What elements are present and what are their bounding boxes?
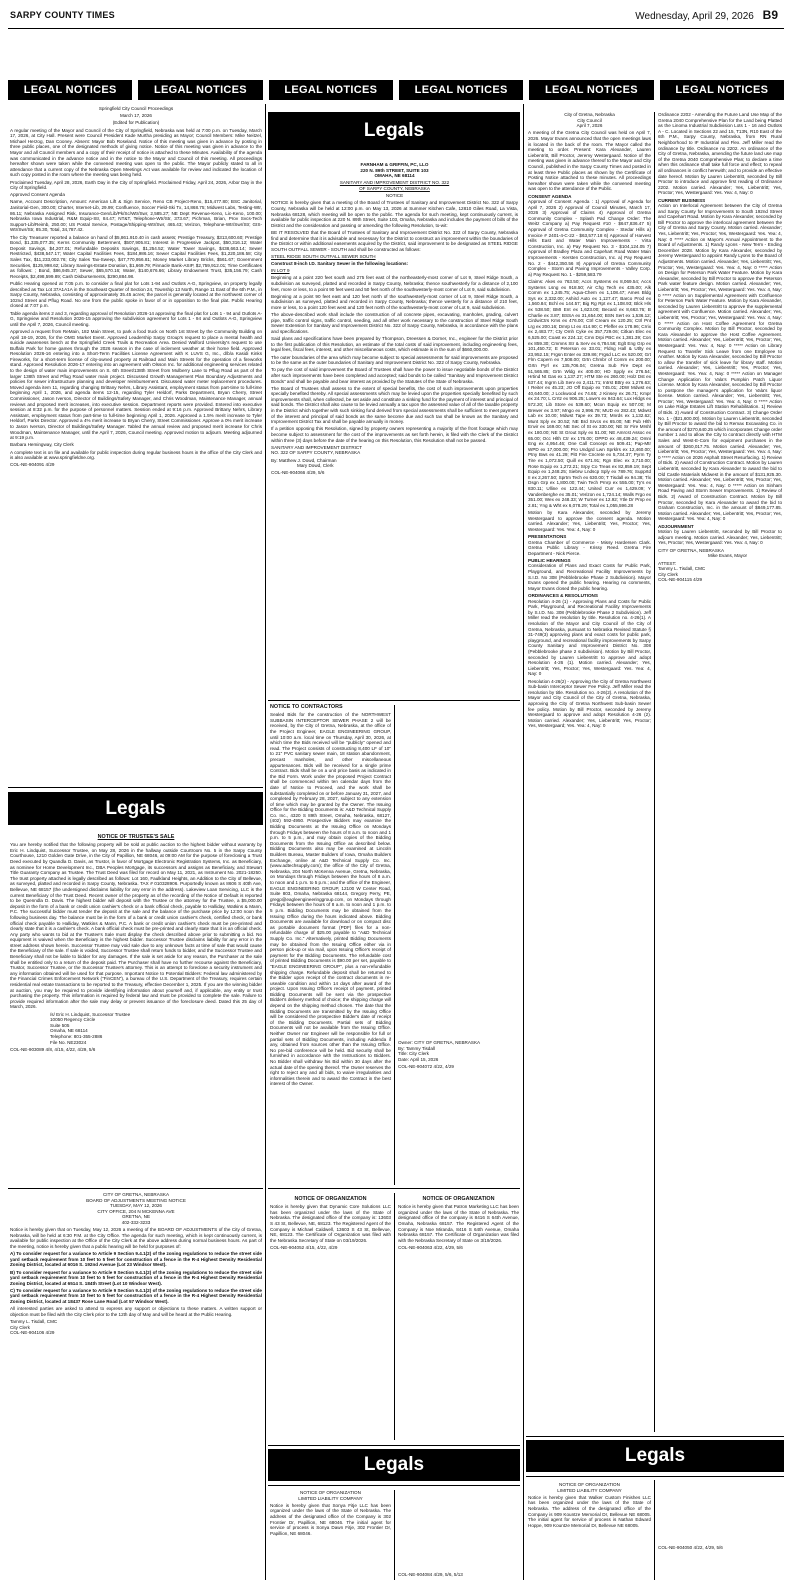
signature-line: SANITARY AND IMPROVEMENT DISTRICT bbox=[271, 444, 363, 450]
signature-line: Date: April 15, 2026 bbox=[398, 1056, 439, 1062]
notice-title: Springfield City Council Proceedings bbox=[98, 106, 174, 111]
signature-line: /s/ Eric H. Lindquist, Successor Trustee bbox=[50, 1011, 131, 1017]
section-rule bbox=[526, 1436, 784, 1437]
presentations-list: Gretna Chamber of Commerce - Missy Hardersen Clark. Gretna Public Library - Krissy Reed. Gretna Fire Department - Nick Pierce. bbox=[528, 539, 651, 556]
notice-heading: TUESDAY, MAY 12, 2026 bbox=[109, 1203, 162, 1209]
consent-agenda-items: Approval of Consent Agenda : 1) Approval of Agenda for April 7, 2026 2) Approval of Council Minutes, March 17, 2026 3) Approval of Claims 4) Approval of Gretna Community Complex - Splash Pad Change Order: The Weitz Company a) Pay Request #10 - $647,836.47 5) Approval of Gretna Community Complex - Stedar Hills a) Invoice # 2401-4-C-22 - $63,577.18 6) Approval of Harvest Hills East and Water Main Improvements - Virta Construction, Inc. a) Pay Request No. 3 - $104,124.05 7) Approval of Bradley Plaza and Capehart Road Water Main Improvements - Kersten Construction, Inc. a) Pay Request No. 2 - $442,350.56 8) Approval of Gretna Community Complex - Storm and Paving Improvements - Valley Corp. a) Pay Request No. 1 - $259,583.79 bbox=[528, 199, 651, 277]
column-rule bbox=[394, 705, 395, 1185]
signature-line: NO. 322 OF SARPY COUNTY, NEBRASKA bbox=[271, 450, 361, 456]
notice-body: Said plans and specifications have been prepared by Thompson, Dreessen & Dorner, Inc., engineer for the District prior to the first publication of this Resolution, an estimate of the total costs of said improvement, including engineering fees, legal fees, fiscal fees, interest, and other miscellaneous costs, which estimate is in the sum of $660,000.00. bbox=[271, 336, 518, 353]
signature-line: City Clerk bbox=[658, 571, 678, 577]
notice-items: Approved a request from ReMain, 182 Main Street, to park a food truck on North 1st Street by the Community Building on April 18-19, 2026, for the OMG Market Event. Approved Leadership Sarpy Group's request to place a mental health and suicide awareness bench at the Springfield Creek Trails & Recreation Area. Denied Walford University's request to use Buffalo Park for home games through the 2026 season in the case of inclement weather at their home field. Approved Resolution 2026-16 entering into a Short-Term Facilities License Agreement with K LUVS G, Inc., d/b/a Kasidi Kinks Fireworks, for a short-term license of city-owned property at Railroad and Main Streets for the operation of a fireworks stand. Approved Resolution 2026-17 entering into an agreement with Olsson Inc. for additional engineering services related to the design of water main improvements on S. 6th Street/138th Street from Mulberry Lane to Pflug Road as part of the larger 138th Street and Pflug Road water main project. Discussed Growth Management Plan Boundary Adjustments and policies for sewer infrastructure planning and developer reimbursement. Discussed water meter replacement procedures. Moved agenda item 11, regarding changing Brittany Nehrs, Library Assistant, employment status from part-time to full-time beginning April 1, 2026, and agenda items 12-15, regarding Tyler Heldorf, Parks Department, Bryan Cherry, Street Commissioner, Jason Iverson, Director of Buildings/Safety Manager, and Chris Woodman, Maintenance Manager, annual reviews and proposed merit increases, into executive session. Department reports were provided. Entered into executive session at 8:32 p.m. for the purpose of personnel matters. Session ended at 9:16 p.m. Approved Brittany Nehrs, Library Assistant, employment status from part-time to full-time beginning April 1, 2026. Approved a 1.5% merit increase to Tyler Heldorf, Parks Director. Approved a 4% merit increase to Bryan Cherry, Street Commissioner. Approve a 0% merit increase to Jason Iverson, Director of Buildings/Safety Manager. Tabled the annual review and proposed merit increase for Chris Woodman, Maintenance Manager, until the April 7, 2026, Council meeting. Approved motion to adjourn. Meeting adjourned at 9:19 p.m. bbox=[10, 328, 262, 441]
legal-notices-banner: LEGAL NOTICES bbox=[269, 80, 393, 100]
legals-box-bottom-mid: Legals bbox=[268, 1449, 520, 1481]
section-rule bbox=[268, 1188, 520, 1189]
header-rule bbox=[8, 28, 784, 29]
walker-organization-notice-part1 bbox=[528, 1482, 651, 1580]
notice-heading: BOARD OF ADJUSTMENTS MEETING NOTICE bbox=[86, 1197, 186, 1203]
notice-body: A regular meeting of the Mayor and Council of the City of Springfield, Nebraska was held at 7:00 p.m. on Tuesday, March 17, 2026, at City Hall. Present were Council President Kade Murtha presiding as Mayor; Council Members: Mike Neitzel, Michael Herzog, Dan Cooney. Absent: Mayor Bob Roseland. Notice of this meeting was given in advance by posting in three public places, one of the designated methods of giving notice. Notice of this meeting was given in advance to the Mayor and all Council members and a copy of their receipt of notice is attached to these Minutes. Availability of the agenda was communicated in the advance notice and in the notice to the Mayor and Council of this meeting. All proceedings hereafter shown were taken while the convened meeting was open to the public. The Mayor publicly stated to all in attendance that a current copy of the Nebraska Open Meetings Act was available for review and indicated the location of such copy posted in the room where the meeting was being held. bbox=[10, 127, 262, 178]
legal-notices-banner-row bbox=[8, 80, 784, 100]
notice-title: NOTICE TO CONTRACTORS bbox=[270, 704, 343, 710]
district-title: OF SARPY COUNTY, NEBRASKA bbox=[359, 185, 430, 191]
notice-closing: All interested parties are asked to attend to express any support or objections to these matters. A written support or objection must be filed with the City Clerk prior to the 12th day of May and will be heard at the Public Hearing. bbox=[10, 1306, 262, 1317]
publication-name: SARPY COUNTY TIMES bbox=[10, 10, 115, 20]
notice-subhead: Approved Consent Agenda bbox=[10, 192, 65, 198]
legals-box-mid-left: Legals bbox=[8, 792, 263, 825]
notice-edited: (Edited for Publication) bbox=[112, 120, 160, 126]
notice-body: The outer boundaries of the area which may become subject to special assessments for said improvements are proposed to be the same as the outer boundaries of Sanitary and Improvement District No. 322 of Sarpy County, Nebraska. bbox=[271, 354, 518, 366]
column-rule bbox=[654, 112, 655, 1432]
signature-line: Mike Evans, Mayor bbox=[708, 553, 748, 559]
adjournment-text: Motion by Lauren Liebentritt, seconded by Bill Proctor to adjourn meeting. Motion carried. Alexander; Yes, Liebentritt; Yes, Proctor; Yes, Westergaard: Yes. Yea: 4, Nay: 0 bbox=[658, 529, 782, 546]
notice-title: NOTICE OF ORGANIZATION bbox=[559, 1482, 620, 1487]
notice-body: Beginning at a point 90 feet east and 120 feet north of the southwesterly-most corner of Lot 9, Steel Ridge South, a subdivision as surveyed, platted and recorded in Sarpy County, Nebraska; thence westerly for a distance of 210 feet, more or less, to a point 120 feet west and 120 feet north of the southwesterly-most corner of Lot 9, said subdivision. bbox=[271, 293, 518, 310]
notice-title: NOTICE OF ORGANIZATION bbox=[422, 1196, 495, 1202]
current-business-text: Action on Interlocal Agreement between the City of Gretna and Sarpy County for Improvements to South 192nd Street and Capehart Road. Motion by Kara Alexander, seconded by Bill Proctor to approve the interlocal agreement between the City of Gretna and Sarpy County. Motion carried. Alexander; Yes, Liebentritt; Yes, Proctor; Yes, Westergaard: Yes. Yea: 4, Nay: 0 ***** Action on Mayor's Annual Appointment to the Board of Adjustments. 1) Randy Lyons - New Term - Ending December 2028. Motion by Kara Alexander, seconded by Jeremy Westergaard to appoint Randy Lyons to the Board of Adjustments. Motion carried. Alexander; Yes, Liebentritt; Yes, Proctor; Yes, Westergaard: Yes. Yea: 4, Nay: 0 ***** Action on Design for Peterson Park Water Feature. Motion by Kara Alexander, seconded by Bill Proctor to approve the Peterson Park water feature design. Motion carried. Alexander; Yes, Liebentritt; Yes, Proctor; Yes, Westergaard: Yes. Yea: 4, Nay: 0 ***** Action on Supplemental Agreement with Confluence for Peterson Park Water Feature. Motion by Kara Alexander, seconded by Lauren Liebentritt to approve the supplemental agreement with Confluence. Motion carried. Alexander; Yes, Liebentritt; Yes, Proctor; Yes, Westergaard: Yes. Yea: 4, Nay: 0 ***** Action on Host Coffee Agreement for Gretna Community Complex. Motion by Bill Proctor, seconded by Kara Alexander to approve the Host Coffee Agreement. Motion carried. Alexander; Yes, Liebentritt; Yes, Proctor; Yes, Westergaard: Yes. Yea: 4, Nay: 0 ***** Action on Library Request to Transfer Sick Leave from one Employee to Another. Motion by Kara Alexander, seconded by Bill Proctor to allow the transfer of sick leave for library staff. Motion carried. Alexander; Yes, Liebentritt; Yes, Proctor; Yes, Westergaard: Yes. Yea: 4, Nay: 0 ***** Action on Manager Change Application for Vala's Pumpkin Patch Liquor License. Motion by Kara Alexander, seconded by Bill Proctor to postpone the manager's application for Vala's liquor license. Motion carried. Alexander; Yes, Liebentritt; Yes, Proctor; Yes, Westergaard: Yes. Yea: 4, Nay: 0 ***** Action on Lake Ridge Estates Lift Station Rehabilitation. 1) Review of Bids. 2) Award of Construction Contract. 3) Change Order No. 1 - ($21,600.00). Motion by Lauren Liebentritt, seconded by Bill Proctor to award the bid to Remax Excavating Co. in the amount of $270,640.25 which incorporates Change order number 1 and to allow the City to contract directly with HTM Sales and West-E-Com for equipment purchases in the amount of $260,017.75. Motion carried. Alexander; Yes, Liebentritt; Yes, Proctor; Yes, Westergaard: Yes. Yea: 4, Nay: 0 ***** Action on 2026 Asphalt Street Resurfacing. 1) Review of Bids. 2) Award of Construction Contract. Motion by Lauren Liebentritt, seconded by Kara Alexander to award the bid to Old Castle Materials Midwest in the amount of $131,925.30. Motion carried. Alexander; Yes, Liebentritt; Yes, Proctor; Yes, Westergaard: Yes. Yea: 4, Nay: 0 ***** Action on Sinham Road Paving and Storm Sewer Improvements. 1) Review of Bids. 2) Award of Construction Contract. Motion by Bill Proctor, seconded by Kara Alexander to award the bid to Graham Construction, Inc. in the amount of $849,177.85. Motion carried. Alexander; Yes, Liebentritt; Yes, Proctor; Yes, Westergaard: Yes. Yea: 4, Nay: 0 bbox=[658, 203, 782, 522]
section-heading: CURRENT BUSINESS bbox=[658, 197, 706, 203]
page-date-number bbox=[635, 8, 778, 22]
notice-body: Notice is hereby given that Walker Custom Finishes LLC has been organized under the laws of the State of Nebraska. The address of the designated office of the Company is 909 Kountze Memorial Dr, Bellevue NE 68005. The initial agent for service of process is Nathan Edward Hoppe, 909 Kountze Memorial Dr, Bellevue NE 68005. bbox=[528, 1494, 651, 1528]
firm-name: FARNHAM & GRIFFIN, PC, LLO bbox=[360, 162, 429, 167]
claims-list: Claims: Akes ex 763.50; Accs Systems ex 8,069.54; Accs Systems Lsng ex 918.50; Air Chg Tech ex 435.00; Alk Comm ex 1,245.75; Aqua-Chem ex 1,108.47; Ames Bldg Sys ex 2,332.00; Ashird Auto ex 1,127.47; Barco Prod ex 1,560.84; Bchl ex 144.57; Big Rg Rpt ex 1,108.93; Blck Hls ex 538.50; BMI Ent ex 1,623.00; Becard ex 8,663.76; B Charlie ex 3.87; BSSA ex 31,654.00; BSN Sert ex 1,536.12; CirdwiCtrs Kms ex 476.00; Ctrl Cream ex 120.25; Ctrl Pnt Lrg ex 200.16; Dmrp Lt ex 414.90; C Pfeffer ex 178.96; Crrix ex 2,483.77; Cty Omh Cyke ex 357,729.06; Citkan Elec ex 6,525.00; Coast ex 224.12; Cmn Drpi PBC ex 1,381.39; Con ex 859.30; Cmmns Str & Serv ex 6,784.56; Eglt Eng Grp ex 101,450.72; E Peterson ex 33.01; Fldng Hall & Utlty ex 23,952.15; Frgsn Enter ex 339.86; Frgsd LLC ex 520.00; Grt Flm Copern ex 7,508.00; Grtn Chmbr of Comm ex 200.00; Grtn Pyrl ex 135,706.04; Gretna Sub Fire Dept ex 51,565.85; Grtn Wldg ex 400.00; HD Spply ex 276.54; Hrtind Nt Gas ex 1,137.27; HTM Ste ex 260.00; Holz Dst ex 637.44; Ingrm Lib Serv ex 2,411.71; Intrst Bttry ex 1,276.63; I Reiter ex 45.23; JO Off Equip ex 745.01; JDW Mdwst ex 40,640.00; J Lockwood ex 74.65; J Kinsey ex 26.71; Kmpr ex 24.70; L Crrtz ex 906.25; Lowe's ex 943.64; Lux Hldgs ex 572.20; Lib Store ex 539.60; Mcon Equip ex 507.00; M Brewer ex 3.97; Mngo ex 2,996.78; MUD ex 282.43; Mdwst Lab ex 10.00; Mdwst Tape ex 39.73; Mnrds ex 1,132.62; Munt Sply ex 30.52; NE Brd Srvcs ex 65.00; NE Pub Hlth Envir ex 169.00; NE Sec of St ex 330.00; NE Sr Fire Mrshl ex 180.00; NE St Grout Sply ex 51.00; NE Amrcst Assoc ex 65.00; Occ Hlth Ctr ex 176.00; OPPD ex 48,439.24; Omni Eng ex 4,954.46; One Call Concept ex 509.41; Pap-Mtr WPD ex 17,000.00; Pro Undgrd Lwn Sprklrs ex 12,460.00; Ptny Bws ex 41.29; Pitt Fire Cncrete ex 5,734.37; Pyrm Ty Tire ex 1,072.50; Quill ex 671.91; Rgn Elec ex 3,710.00; Rose Equip ex 1,272.21; Srpy Co Treas ex 82,859.19; Sept Equip ex 1,248.25; Siebrw Lndscp Sply ex 789.76; Supprtd II ex 2,267.50; Sprtm Tech ex 630.00; T Tisdall ex 94.38; Tlx Dsgn Grp ex 1,800.00; Twin Tech Prnrp ex 555.00; Ty's ex 830.11; Ulline ex 122.44; United Curr ex 1,429.09; Y Vandenberghe ex 35.01; Verizon ex 1,724.14; Walls Frgo ex 351.00; Wex ex 248.33; W Turner ex 12.92; Ytle Dr Pmp ex 2.81; Yng & Wht ex 6,078.29; Total ex 1,055,596.28 bbox=[528, 279, 651, 508]
variance-item: C) To consider request for a variance to Article 9 Section 9.4.1(2) of the zoning regulations to reduce the street side yard setback requirement from 10 feet to 5 feet for construction of a fence in the R-4 Highest Density Residential Zoning District, located at 18437 Rose Lane Road (Lot 57 Windsor West). bbox=[10, 1287, 262, 1305]
notice-claims: Name, Account Description, Amount: American Lift & Sign Service, Reno CB Project-Reno, $15,477.80; BSC Janitorial, Janitorial-Gen, 300.00; Charter, Internet-Lib, 29.99; Confluence, Soccer Field-Ski Tx, 14,868.75; Midwest Labs, Testing-Wtr, 86.11; Nebraska Assigned Risk, Insurance-Gen/Lib/Pk/Sc/Wtr/Swr, 2,585.27; NE Dept Revenue-Keno, Lic-Keno, 100.00; Nebraska Iowa Industrial, R&M Equip-Str, 84.47; NT&T, Telephone-Wtr/Str, 373.67; Pichman, Brian, Prov Svcs-Tech Support-Lib/Reimb, 250.00; US Postal Service, Postage/Shipping-Wtr/Swr, 465.43; Verizon, Telephone-Wtr/Swr/Str; GIS-Wtr/Swr/Str, 85.30, Total, 34,787.42. bbox=[10, 199, 262, 233]
notice-body: Notice is hereby given that Patron Marketing LLC has been organized under the laws of the State of Nebraska. The designated office of the company is 8416 S 64th Avenue, Omaha, Nebraska 68157. The Registered Agent of the Company is Noe Miranda, 8416 S 64th Avenue, Omaha Nebraska 68157. The Certificate of Organization was filed with the Nebraska Secretary of State on 3/19/2026. bbox=[398, 1204, 519, 1243]
gretna-council-minutes-part2 bbox=[658, 112, 782, 1432]
notice-body: Notice is hereby given that Dynamic Core Solutions LLC has been organized under the laws of the State of Nebraska. The designated office of the company is: 13603 S 43 St, Bellevue, NE, 68123. The Registered Agent of the Company is Michael Caldwell, 13603 S 43 St, Bellevue, NE, 68123. The Certificate of Organization was filed with the Nebraska Secretary of State on 03/19/2026. bbox=[270, 1204, 391, 1243]
notice-hearing: Public Hearing opened at 7:05 p.m. to consider a final plat for Lots 1-94 and Outlots A-G, Springview, on property legally described as Tax Lot 37A1A1A in the Southeast Quarter of Section 24, Township 13 North, Range 11 East of the 6th P.M., in Sarpy County, Nebraska, consisting of approximately 35.45 acres; the parcel is generally located at the northwest corner of 102nd Street and Pflug Road. No one from the public spoke in favor of or in opposition to the final plat. Public Hearing closed at 7:07 p.m. bbox=[10, 280, 262, 309]
section-rule bbox=[268, 700, 520, 701]
signature-line: File No. NE23024 bbox=[50, 1039, 87, 1045]
notice-col-code: COL-NE-904106 4/29 bbox=[10, 1330, 55, 1336]
signature-line: Tammy L. Tisdall, CMC bbox=[10, 1319, 58, 1325]
gretna-board-of-adjustments-notice bbox=[10, 1192, 262, 1580]
notice-treasurer: The City Treasurer reported a balance on hand of $5,861.910.40 in cash assets; Prestige Treasury, $313,600.60; Prestige Bond, $1,335,077.35; Kerns Community Betterment, $507,905.81; Interest in Progressive Jackpot, $50,316.12; Water Deposit Savings, $4,207.01; Refundable Deposits Savings, $1,254.52; Water Tower Savings, $438,663.14; Sewer Restricted, $438,547.17; Water Capital Facilities Fees, $184,986.16; Sewer Capital Facilities Fees, $1,220,186.58; City Sales Tax, $11,233,002.76; City Sales Tax-Sweep, $47,770,956.81; Money Market Library Bricks, $561.67; Government Securities, $125,998.62; Library Savings-Estate Donation, $1,669.79; Pinnacle Bank-ASIP, $2,759,912.01; Time Certificates as follows: ; Bond, $86,945.37; Sewer, $65,570.16; Water, $140,676.66; Library Endowment Trust, $35,156.79; Cash Receipts, $2,498,599.89; Cash Disbursements, $290,884.98. bbox=[10, 234, 262, 279]
legal-notices-banner: LEGAL NOTICES bbox=[8, 80, 132, 100]
variance-item: A) To consider request for a variance to Article 9 Section 9.4.1(2) of the zoning regulations to reduce the street side yard setback requirement from 10 feet to 5 feet for construction of a fence in the R-4 Highest Density Residential Zoning District, located at 6016 S. 192nd Avenue (Lot 23 Windsor West). bbox=[10, 1251, 262, 1268]
notice-tabled: Table agenda items 2 and 3, regarding approval of Resolution 2026-14 approving the final plat for Lots 1 - 94 and Outlots A-G, Springview and Resolution 2026-15 approving the subdivision agreement for Lots 1 - 94 and Outlots A-G, Springview until the April 7, 2026, Council meeting. bbox=[10, 310, 262, 327]
walker-organization-notice-part2 bbox=[658, 1545, 782, 1575]
project-name: STEEL RIDGE SOUTH OUTFALL SEWER SOUTH bbox=[271, 253, 376, 259]
contractors-notice-part1 bbox=[270, 704, 391, 1184]
notice-title: NOTICE OF TRUSTEE'S SALE bbox=[97, 834, 175, 840]
springfield-council-proceedings bbox=[10, 106, 262, 784]
column-rule bbox=[265, 104, 266, 1580]
sid-322-notice bbox=[271, 162, 518, 696]
section-rule bbox=[526, 1476, 784, 1477]
notice-col-code: COL-NE-904091 4/29 bbox=[10, 462, 55, 468]
notice-body: To pay the cost of said improvement the Board of Trustees shall have the power to issue negotiable bonds of the District after such improvements have been completed and accepted; said bonds to be called "Sanitary and Improvement District Bonds" and shall be payable and bear interest as provided by the Statutes of the State of Nebraska. bbox=[271, 367, 518, 384]
firm-address: 220 N. 89th STREET, SUITE 103 bbox=[360, 167, 429, 173]
signature-line: Tammy L. Tisdall, CMC bbox=[658, 566, 706, 572]
variance-item: B) To consider request for a variance to Article 9 Section 9.4.1(2) of the zoning regulations to reduce the street side yard setback requirement from 10 feet to 5 feet for construction of a fence in the R-4 Highest Density Residential Zoning District, located at 6514 S. 184th Street (Lot 10 Windsor West). bbox=[10, 1269, 262, 1286]
notice-col-code: COL-NE-904115 4/29 bbox=[658, 577, 703, 583]
signature-line: Title: City Clerk bbox=[398, 1051, 429, 1057]
notice-body: Proclaimed Tuesday, April 28, 2026, Earth Day in the City of Springfield. Proclaimed Friday, April 24, 2026, Arbor Day in the City of Springfield. bbox=[10, 179, 262, 191]
notice-body: The Board of Trustees shall assess to the extent of special benefits, the cost of such improvements upon properties specially benefited thereby. All special assessments which may be levied upon the properties specially benefited by such improvements shall, when collected, be set aside and constitute a sinking fund for the payment of interest and principal of said bonds. The District shall also cause to be levied annually a tax upon the assessed value of all of the taxable property in the District which together with such sinking fund derived from special assessments shall be sufficient to meet payment of the interest and principal of said bonds as the same become due and such tax shall be known as the Sanitary and Improvement District Tax and shall be payable annually in money. bbox=[271, 385, 518, 425]
legal-notices-banner: LEGAL NOTICES bbox=[660, 80, 784, 100]
legal-notices-banner: LEGAL NOTICES bbox=[399, 80, 523, 100]
notice-title: LIMITED LIABILITY COMPANY bbox=[557, 1487, 622, 1493]
notice-heading: CITY OFFICE, 204 N MCKENNA AVE bbox=[97, 1208, 175, 1214]
signature-line: Mary Dowd, Clerk bbox=[297, 463, 334, 469]
fitje-organization-notice-part2 bbox=[398, 1572, 519, 1582]
notice-closing: A complete text is on file and available for public inspection during regular business hours in the office of the City Clerk and is also available at www.springfieldne.org. bbox=[10, 449, 262, 461]
column-rule bbox=[523, 104, 524, 1580]
firm-city: OMAHA, NE 68114 bbox=[374, 173, 415, 179]
notice-body: Beginning at a point 220 feet south and 275 feet east of the northeasterly-most corner of Lot 9, Steel Ridge South, a subdivision as surveyed, platted and recorded in Sarpy County, Nebraska; thence southwesterly for a distance of 2,100 feet, more or less, to a point 90 feet west and 50 feet north of the southwesterly-most corner of Lot 9, said subdivision. bbox=[271, 275, 518, 292]
notice-col-code: COL-NE-904066 4/29, 5/6 bbox=[271, 470, 325, 476]
minutes-intro: A meeting of the Gretna City Council was held on April 7, 2026. Mayor Evans announced that the open meetings laws is located in the back of the room. The Mayor called the meeting to order. Present: Kara Alexander, Lauren Liebentritt, Bill Proctor, Jeremy Westergaard. Notice of the meeting was given in advance thereof to the Mayor and City Council, published in the Sarpy County Times and posted in at least three Public places as shown by the Certificate of Posting Notice attached to these minutes. All proceedings hereafter shown were taken while the convened meeting was open to the attendance of the Public. bbox=[528, 130, 651, 192]
notice-col-code: COL-NE-904063 4/22, 4/29, 5/6 bbox=[398, 1244, 463, 1250]
section-heading: CONSENT AGENDA bbox=[528, 193, 572, 199]
contractors-notice-part2 bbox=[398, 1040, 519, 1185]
section-rule bbox=[268, 1445, 520, 1446]
signature-line: 10050 Regency Circle bbox=[50, 1017, 96, 1023]
column-rule bbox=[394, 1490, 395, 1580]
page-header bbox=[0, 0, 792, 34]
gretna-council-minutes-part1 bbox=[528, 112, 651, 1432]
section-heading: PRESENTATIONS bbox=[528, 533, 567, 539]
section-heading: ADJOURNMENT bbox=[658, 523, 694, 529]
notice-title: NOTICE OF ORGANIZATION bbox=[300, 1490, 361, 1495]
notice-body: BE IT RESOLVED that the Board of Trustees of Sanitary and Improvement District No. 322 of Sarpy County, Nebraska find and determine that it is advisable and necessary for the District to construct an improvement within the boundaries of the District or within additional easements acquired by the District, said improvement to be designated as STEEL RIDGE SOUTH OUTFALL SEWER - SOUTH and shall be constructed as follows: bbox=[271, 229, 518, 252]
legal-notices-banner: LEGAL NOTICES bbox=[529, 80, 653, 100]
legals-box-bottom-right: Legals bbox=[526, 1440, 784, 1472]
notice-date: March 17, 2026 bbox=[120, 113, 152, 119]
legal-notices-banner: LEGAL NOTICES bbox=[138, 80, 262, 100]
column-rule bbox=[654, 1480, 655, 1580]
district-title: SANITARY AND IMPROVEMENT DISTRICT NO. 322 bbox=[339, 180, 450, 186]
issue-date: Wednesday, April 29, 2026 bbox=[635, 11, 754, 22]
dynamic-core-organization-notice bbox=[270, 1196, 391, 1440]
column-rule bbox=[394, 1193, 395, 1440]
resolution-text: Resolution 4-26 (1) - Approving Plans and Costs for Public Park, Playground, and Recreational Facility Improvements by S.I.D. No. 308 (Pebblebrooke Phase 2 Subdivision). Jeff Miller read the resolution by title. Resolution no. 4-26(1). A resolution of the Mayor and City Council of the City of Gretna, Nebraska, pursuant to Nebraska Revised Statute § 31-749(3) approving plans and exact costs for public park, playground, and recreational facility improvements by Sarpy County Sanitary and Improvement District No. 308 (Pebblebrooke phase 2 subdivision). Motion by Bill Proctor, seconded by Lauren Liebentritt to approve and adopt Resolution 4-26 (1). Motion carried. Alexander; Yes, Liebentritt; Yes, Proctor; Yes, Westergaard: Yes. Yea: 4, Nay: 0 bbox=[528, 598, 651, 677]
public-hearing-text: Consideration of Plans and Exact Costs for Public Park, Playground, and Recreational Facility Improvements by S.I.D. No 308 (Pebblebrooke Phase 2 Subdivision). Mayor Evans opened the public hearing. Hearing no comments, Mayor Evans closed the public hearing. bbox=[528, 563, 651, 591]
construction-heading: Construct 8-inch I.D. Sanitary Sewer in the following locations: bbox=[271, 261, 409, 267]
signature-line: Omaha, NE 68114 bbox=[50, 1028, 88, 1034]
section-heading: PUBLIC HEARINGS bbox=[528, 557, 571, 563]
signature-line: By: Tammy Tisdall bbox=[398, 1045, 435, 1051]
notice-heading: 402-332-3233 bbox=[121, 1219, 151, 1225]
notice-body: Notice is hereby given that Sonya Fitje LLC has been organized under the laws of the State of Nebraska. The address of the designated office of the Company is 302 Frontier Dr, Papillion, NE 68046. The initial agent for service of process is Sonya Dawn Fitje, 302 Frontier Dr, Papillion, NE 68046. bbox=[270, 1502, 391, 1536]
resolution-text: Resolution 4-26(2) - Approving the City of Gretna Northwest Sub-basin Interceptor Sewer Fee Policy. Jeff Miller read the resolution by title. Resolution no. 4-26(2). A resolution of the Mayor and City Council of the City of Gretna, Nebraska, approving the City of Gretna Northwest Sub-basin Sewer fee policy. Motion by Bill Proctor, seconded by Jeremy Westergaard to approve and adopt Resolution 4-26 (2). Motion carried. Alexander; Yes, Liebentritt; Yes, Proctor; Yes, Westergaard; Yes. Yea: 4, Nay: 0 bbox=[528, 678, 651, 729]
signature-line: City Clerk bbox=[10, 1324, 30, 1330]
section-rule bbox=[8, 1188, 263, 1189]
notice-body: Notice is hereby given that on Tuesday, May 12, 2026 a meeting of the BOARD OF ADJUSTMENTS of the City of Gretna, Nebraska, will be held at 6:30 P.M. at the City Office. The agenda for such meeting, which is kept continuously current, is available for public inspection at the Office of the City Clerk at the above address during normal business hours. As part of the meeting, notice is hereby given that a public hearing will be held for purposes of: bbox=[10, 1227, 262, 1249]
notice-col-code: COL-NE-904052 4/15, 4/22, 4/29 bbox=[270, 1244, 338, 1250]
notice-col-code: COL-NE-904050 4/22, 4/29, 5/6 bbox=[658, 1545, 723, 1550]
minutes-heading: City Council bbox=[577, 117, 602, 123]
minutes-heading: April 7, 2026 bbox=[576, 123, 603, 129]
owner-line: Owner: CITY OF GRETNA, NEBRASKA bbox=[398, 1040, 481, 1045]
signature-line: Telephone: 801-355-2886 bbox=[50, 1033, 103, 1039]
motion-text: Motion by Kara Alexander, seconded by Jeremy Westergaard to approve the consent agenda. Motion carried. Alexander; Yes, Liebentritt; Yes, Proctor; Yes, Westergaard: Yes. Yea: 4, Nay: 0 bbox=[528, 509, 651, 532]
signature-line: Suite 505 bbox=[50, 1022, 70, 1028]
notice-heading: CITY OF GRETNA, NEBRASKA bbox=[102, 1192, 170, 1197]
notice-label: NOTICE bbox=[385, 193, 404, 199]
page-number: B9 bbox=[762, 8, 778, 22]
minutes-heading: City of Gretna, Nebraska bbox=[564, 112, 615, 117]
signature-line: CITY OF GRETNA, NEBRASKA bbox=[658, 547, 725, 553]
notice-col-code: COL-NE-904072 4/22, 4/29 bbox=[398, 1063, 454, 1069]
notice-body: NOTICE is hereby given that a meeting of the Board of Trustees of Sanitary and Improvement District No. 322 of Sarpy County, Nebraska will be held at 12:00 p.m. on May 13, 2026 at Summer Kitchen Cafe, 12810 Giles Road, La Vista, Nebraska 68128, which meeting will be open to the public. The agenda for such meeting, kept continuously current, is available for public inspection at 220 N. 89th Street, Suite 103, Omaha, Nebraska and includes the payment of bills of the District and the consideration and passing or amending the following Resolution, to-wit: bbox=[271, 200, 518, 228]
section-heading: ORDINANCES & RESOLUTIONS bbox=[528, 593, 598, 599]
signature-line: ATTEST: bbox=[658, 560, 677, 566]
legals-box-top: Legals bbox=[268, 112, 520, 150]
notice-body: You are hereby notified that the following property will be sold at public auction to the highest bidder without warranty by Eric H. Lindquist, Successor Trustee, on May 28, 2026 in the hallway outside Courtroom No. 5 in the Sarpy County Courthouse, 1210 Golden Gate Drive, in the City of Papillion, NE 68046, at 09:00 AM for the purpose of foreclosing a Trust Deed executed by Quandla D. Davis, as Trustor, in favor of Mortgage Electronic Registration Systems, Inc. as Beneficiary, as nominee for Home Development Inc., DBA Peoples Mortgage, its successors and assigns as Beneficiary, and Stewart Title Guaranty Company as Trustee. The Trust Deed was filed for record on May 11, 2021, as Instrument No. 2021-18250. The trust property attached is legally described as follows: Lot 160, Faulkland Heights, an Addition to the City of Bellevue, as surveyed, platted and recorded in Sarpy County, Nebraska. TAX # 010328906. Purportedly known as 8606 S 40th Ave, Bellevue, NE 68157 (the undersigned disclaims liability for any error in the address). Lakeview Loan Servicing, LLC is the current Beneficiary of the Trust Deed. Recent owner of the property as of the recording of the Notice of Default is reported to be Quenndla D. Davis. The highest bidder will deposit with the Trustee or the attorney for the Trustee, a $5,000.00 deposit in the form of a bank or credit union cashier's check or a bank official check, payable to Halliday, Watkins & Mann, P.C. The successful bidder must tender the deposit at the sale and the balance of the purchase price by 12:00 noon the following business day. The balance must be in the form of a bank or credit union cashier's check, certified check, or bank official check payable to Halliday, Watkins & Mann, P.C. A bank or credit union cashier's check must be pre-printed and clearly state that it is a cashier's check. A bank official check must be pre-printed and clearly state that it is an official check. Any party who wants to bid at the Trustee's Sale must display the check described above prior to submitting a bid. No equipment is waived when the Beneficiary is the highest bidder. Successor Trustee disclaims liability for any error in the street address shown herein. Successor Trustee may void sale due to any unknown facts at time of sale that would cause the Beneficiary of the sale. If sale is voided, Successor Trustee shall return funds to bidder, and the Successor Trustee and Beneficiary shall not be liable to bidder for any damages. If the sale is set aside for any reason, the Purchaser at the sale shall be entitled only to a return of the deposit paid. The Purchaser shall have no further recourse against the Beneficiary, Trustor, Successor Trustee, or the Successor Trustee's attorney. This is an attempt to foreclose a security instrument and any information obtained will be used for that purpose. Important Notice to Potential Bidders: Federal law administered by the Financial Crimes Enforcement Network ("FinCEN"), a bureau of the U.S. Department of the Treasury, requires certain residential real estate transactions to be reported to the Treasury, effective December 1, 2025. If you are the winning bidder at auction, you may be required to provide identifying information about yourself and, if applicable, any entity or trust purchasing the property. This information is required by federal law and must be provided to complete the sale. Failure to provide required information after the sale may delay or prevent issuance of the foreclosure deed. Dated this 25 day of March, 2026. bbox=[10, 842, 262, 1010]
notice-body: The above-described work shall include the construction of all concrete pipes, excavating, manholes, grading, culvert pipe, traffic control signs, traffic control, seeding, and all other work necessary to the construction of Steel Ridge South Sewer Extension for Sanitary and Improvement District No. 322 of Sarpy County, Nebraska, in accordance with the plans and specifications. bbox=[271, 312, 518, 334]
notice-body: Sealed Bids for the construction of the NORTHWEST SUBBASIN INTERCEPTOR SEWER PHASE 2 will be received, by the City of Gretna, Nebraska, at the office of the Project Engineer, EAGLE ENGINEERING GROUP, until 10:00 a.m. local time on Thursday, April 30, 2026, at which time the Bids received will be "publicly" opened and read. The Project consists of constructing 8,400 LF of 10" to 21" PVC sanitary sewer main, 18 station abandonment, precast manholes, and other miscellaneous appurtenances. Bids will be received for a single prime Contract. Bids shall be on a unit price basis as indicated in the Bid Form. Work under the proposed Project Contract shall be commenced within ten calendar days from the date of Notice to Proceed, and the work shall be substantially completed on or before January 31, 2027, and completed by February 28, 2027, subject to any extension of time which may be granted by the Owner. The Issuing Office for the Bidding Documents is: A&D Technical Supply Co. Inc., 4320 S 89th Street, Omaha, Nebraska, 68127, (402) 592-4950. Prospective Bidders may examine the Bidding Documents at the Issuing Office on Mondays through Fridays between the hours of 8 a.m. to noon and 1 p.m. to 5 p.m., and may obtain copies of the Bidding Documents from the Issuing Office as described below. Bidding Documents also may be examined at Lincoln Builders Bureau, Master Builders of Iowa, Omaha Builders Exchange, online at A&D Technical Supply Co. Inc. (www.adtechsupply.com); the office of the City of Gretna, Nebraska, 204 North McKenna Avenue, Gretna, Nebraska, on Mondays through Fridays between the hours of 8 a.m. to noon and 1 p.m. to 5 p.m.; and the office of the Engineer, EAGLE ENGINEERING GROUP, 12100 W Center Road, Suite 803, Omaha, Nebraska 68144, Gregory Perry, PE, gregp@eagleengineeringgroup.com, on Mondays through Fridays between the hours of 8 a.m. to noon and 1 p.m. to 5 p.m. Bidding Documents may be obtained from the Issuing Office during the hours indicated above. Bidding Documents are available for download or on compact disc as portable document format (PDF) files for a non-refundable charge of $25.00 payable to "A&D Technical Supply Co. Inc." Alternatively, printed Bidding Documents may be obtained from the Issuing Office either via in person pick-up or via mail, upon Issuing Office's receipt of payment for the Bidding Documents. The refundable cost of printed Bidding Documents is $90.00 per set, payable to "EAGLE ENGINEERING GROUP", plus a non-refundable shipping charge. Refundable deposit shall be returned to the Bidder upon receipt of the contract documents in re-useable condition and within 14 days after award of the project. Upon Issuing Office's receipt of payment, printed Bidding Documents will be sent via the prospective Bidder's delivery method of choice; the shipping charge will depend on the shipping method chosen. The date that the Bidding Documents are transmitted by the Issuing Office will be considered the prospective Bidder's date of receipt of the Bidding Documents. Partial sets of Bidding Documents will not be available from the Issuing Office. Neither Owner nor Engineer will be responsible for full or partial sets of Bidding Documents, including Addenda if any, obtained from sources other than the Issuing Office. No pre-bid conference will be held. Bid security shall be furnished in accordance with the Instructions to Bidders. No Bidder shall withdraw his Bid within 30 days after the actual date of the opening thereof. The Owner reserves the right to reject any and all bids, to waive irregularities and informalities therein and to award the Contract in the best interest of the Owner. bbox=[270, 712, 391, 1087]
signature-line: By: Matthew J. Dowd, Chairman bbox=[271, 457, 337, 463]
lot-label: IN LOT 9 bbox=[271, 268, 290, 274]
notice-col-code: COL-NE-904084 4/29, 5/6, 5/13 bbox=[398, 1572, 463, 1577]
section-rule bbox=[8, 787, 263, 788]
trustee-sale-notice bbox=[10, 834, 262, 1184]
notice-body: If a petition opposing this Resolution, signed by property owners representing a majority of the front footage which may become subject to assessment for the cost of the improvements as set forth herein, is filed with the Clerk of the District within three (3) days before the date of the hearing on this Resolution, this Resolution shall not be passed. bbox=[271, 426, 518, 443]
notice-heading: GRETNA, NE bbox=[121, 1214, 151, 1220]
fitje-organization-notice-part1 bbox=[270, 1490, 391, 1580]
notice-title: LIMITED LIABILITY COMPANY bbox=[298, 1495, 363, 1501]
section-rule bbox=[268, 1485, 520, 1486]
notice-col-code: COL-NE-903089 4/8, 4/15, 4/22, 4/29, 5/6 bbox=[10, 1046, 96, 1052]
patron-marketing-organization-notice bbox=[398, 1196, 519, 1440]
ordinance-text: Ordinance 2202 - Amending the Future Land Use Map of the Gretna 2040 Comprehensive Plan for the Land being Platted as the Linoma Industrial Subdivision Lots 1 - 16 and Outlots A - C. Located in Sections 22 and 15, T13N, R10 East of the 6th P.M., Sarpy County, Nebraska, from RN Rural Neighborhood to IF Industrial and Flex. Jeff Miller read the ordinance by title. Ordinance no 2202. An ordinance of the City of Gretna, Nebraska, amending the future land use map of the Gretna 2040 Comprehensive Plan; to declare a time when this ordinance shall take full force and effect; to repeal all ordinances in conflict herewith; and to provide an effective date hereof. Motion by Lauren Liebentritt, seconded by Bill Proctor to introduce and approve first reading of Ordinance 2202. Motion carried. Alexander; Yes, Liebentritt; Yes, Proctor; Yes, Westergaard: Yes. Yea: 4, Nay: 0 bbox=[658, 112, 782, 196]
notice-signature: Barbara Hemingway, City Clerk bbox=[10, 442, 74, 448]
notice-title: NOTICE OF ORGANIZATION bbox=[294, 1196, 367, 1202]
